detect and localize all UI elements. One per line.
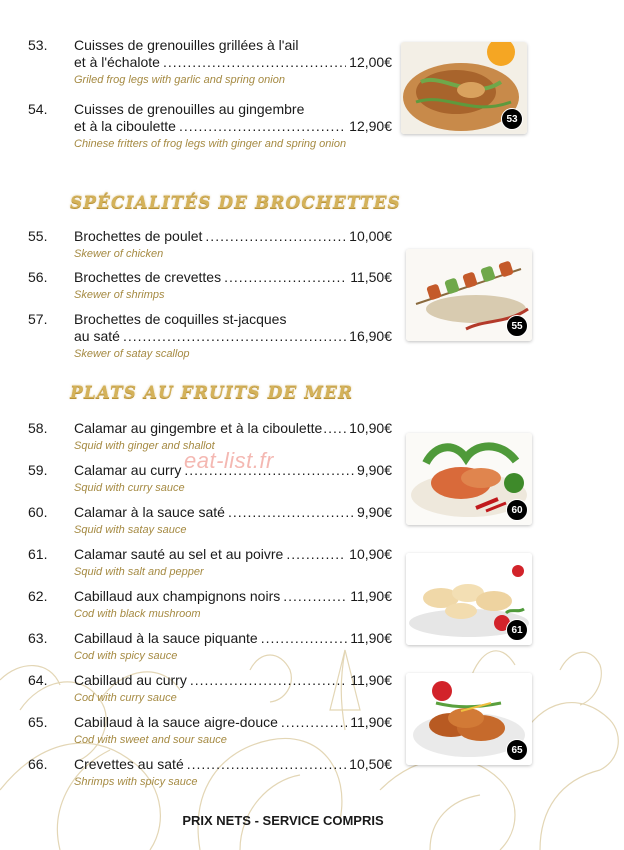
- item-price: 9,90€: [356, 462, 392, 478]
- item-price: 12,90€: [349, 118, 392, 134]
- item-english-name: Skewer of satay scallop: [74, 348, 190, 360]
- item-number: 58.: [28, 420, 48, 436]
- dish-number-badge: 65: [506, 739, 528, 761]
- item-name: Brochettes de crevettes: [74, 269, 222, 285]
- item-number: 61.: [28, 546, 48, 562]
- item-english-name: Skewer of chicken: [74, 248, 164, 260]
- item-price: 11,90€: [350, 588, 392, 604]
- item-name-line2: et à la ciboulette: [74, 118, 176, 134]
- item-name: Cabillaud à la sauce piquante: [74, 630, 258, 646]
- item-price: 10,90€: [349, 546, 392, 562]
- item-english-name: Chinese fritters of frog legs with ginger and spring onion: [74, 138, 347, 150]
- item-price: 10,90€: [349, 420, 392, 436]
- dish-photo-65: [406, 673, 532, 765]
- item-english-name: Skewer of shrimps: [74, 289, 165, 301]
- item-english-name: Squid with satay sauce: [74, 524, 187, 536]
- dish-photo-55: [406, 249, 532, 341]
- item-english-name: Squid with ginger and shallot: [74, 440, 215, 452]
- item-number: 59.: [28, 462, 48, 478]
- item-number: 63.: [28, 630, 48, 646]
- item-number: 62.: [28, 588, 48, 604]
- item-name: Calamar au gingembre et à la ciboulette: [74, 420, 323, 436]
- item-name: Calamar sauté au sel et au poivre: [74, 546, 284, 562]
- item-name: Cabillaud au curry: [74, 672, 187, 688]
- item-number: 65.: [28, 714, 48, 730]
- item-name-line2: au saté: [74, 328, 120, 344]
- item-price: 11,50€: [350, 269, 392, 285]
- item-name: Crevettes au saté: [74, 756, 184, 772]
- item-english-name: Shrimps with spicy sauce: [74, 776, 198, 788]
- item-name: Calamar au curry: [74, 462, 182, 478]
- item-price: 16,90€: [349, 328, 392, 344]
- section-title-fruits-de-mer: PLATS AU FRUITS DE MER: [70, 383, 354, 403]
- dish-photo-60: [406, 433, 532, 525]
- item-number: 53.: [28, 37, 48, 53]
- dish-photo-53: [401, 42, 527, 134]
- item-name: Brochettes de poulet: [74, 228, 203, 244]
- item-price: 11,90€: [350, 714, 392, 730]
- item-name-line1: Cuisses de grenouilles au gingembre: [74, 101, 305, 117]
- item-number: 64.: [28, 672, 48, 688]
- item-number: 66.: [28, 756, 48, 772]
- section-title-brochettes: SPÉCIALITÉS DE BROCHETTES: [70, 193, 401, 213]
- dish-number-badge: 53: [501, 108, 523, 130]
- item-english-name: Griled frog legs with garlic and spring onion: [74, 74, 285, 86]
- item-english-name: Cod with curry sauce: [74, 692, 177, 704]
- item-english-name: Squid with curry sauce: [74, 482, 185, 494]
- item-price: 11,90€: [350, 672, 392, 688]
- site-watermark: eat-list.fr: [184, 448, 274, 473]
- item-price: 10,50€: [349, 756, 392, 772]
- dish-number-badge: 55: [506, 315, 528, 337]
- item-name: Cabillaud à la sauce aigre-douce: [74, 714, 278, 730]
- item-name-line1: Cuisses de grenouilles grillées à l'ail: [74, 37, 299, 53]
- item-price: 11,90€: [350, 630, 392, 646]
- item-name-line1: Brochettes de coquilles st-jacques: [74, 311, 287, 327]
- item-price: 9,90€: [356, 504, 392, 520]
- item-english-name: Cod with sweet and sour sauce: [74, 734, 227, 746]
- item-number: 60.: [28, 504, 48, 520]
- item-english-name: Cod with spicy sauce: [74, 650, 178, 662]
- item-name-line2: et à l'échalote: [74, 54, 160, 70]
- dish-number-badge: 60: [506, 499, 528, 521]
- dish-number-badge: 61: [506, 619, 528, 641]
- item-price: 12,00€: [349, 54, 392, 70]
- item-english-name: Cod with black mushroom: [74, 608, 201, 620]
- footer-note: PRIX NETS - SERVICE COMPRIS: [182, 813, 384, 828]
- item-price: 10,00€: [349, 228, 392, 244]
- item-english-name: Squid with salt and pepper: [74, 566, 204, 578]
- item-name: Calamar à la sauce saté: [74, 504, 225, 520]
- item-number: 57.: [28, 311, 48, 327]
- item-number: 55.: [28, 228, 48, 244]
- item-number: 56.: [28, 269, 48, 285]
- dish-photo-61: [406, 553, 532, 645]
- item-name: Cabillaud aux champignons noirs: [74, 588, 281, 604]
- item-number: 54.: [28, 101, 48, 117]
